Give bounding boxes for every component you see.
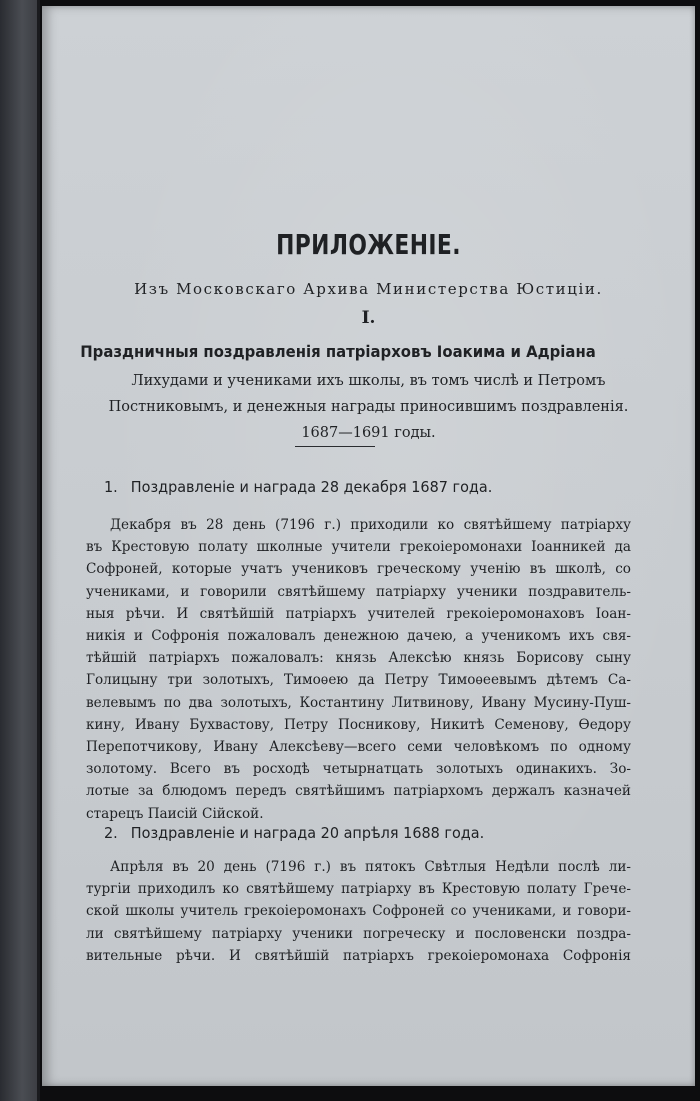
text-line: Декабря въ 28 день (7196 г.) приходили ко святѣйшему патріарху (110, 517, 631, 533)
book-spine-edge (0, 0, 40, 1101)
text-line: тургіи приходилъ ко святѣйшему патріарху въ Крестовую полату Грече- (86, 881, 631, 898)
text-line: учениками, и говорили святѣйшему патріарху ученики поздравитель- (86, 583, 631, 600)
archive-subtitle: Изъ Московскаго Архива Министерства Юстиціи. (134, 280, 603, 298)
section-1-body (86, 514, 631, 825)
text-line: золотому. Всего въ росходѣ четырнатцать золотыхъ одинакихъ. Зо- (86, 761, 631, 778)
text-line: ныя рѣчи. И святѣйшій патріархъ учителей грекоіеромонаховъ Іоан- (86, 605, 631, 622)
text-line: кину, Ивану Бухвастову, Петру Посникову, Никитѣ Семенову, Ѳедору (86, 716, 631, 733)
text-line: Апрѣля въ 20 день (7196 г.) въ пятокъ Свѣтлыя Недѣли послѣ ли- (110, 859, 631, 875)
section-heading-1 (104, 478, 492, 496)
divider-rule (295, 446, 375, 447)
section-title: Поздравленіе и награда 28 декабря 1687 года. (130, 478, 493, 496)
text-line: тѣйшій патріархъ пожаловалъ: князь Алексѣю князь Борисову сыну (86, 650, 631, 667)
text-line: ской школы учитель грекоіеромонахъ Софроней со учениками, и говори- (86, 903, 631, 920)
text-line: Софроней, которые учатъ учениковъ греческому ученію въ школѣ, со (86, 561, 631, 578)
appendix-title: ПРИЛОЖЕНІЕ. (276, 228, 461, 261)
part-number: I. (361, 308, 376, 328)
text-line: вительные рѣчи. И святѣйшій патріархъ грекоіеромонаха Софронія (86, 947, 631, 964)
text-line: старецъ Паисій Сійской. (86, 805, 264, 822)
section-2-body (86, 856, 631, 967)
text-line: въ Крестовую полату школные учители грекоіеромонахи Іоанникей да (86, 539, 631, 556)
section-number: 1. (104, 478, 118, 496)
heading-continuation (42, 368, 695, 446)
heading-line: Постниковымъ, и денежныя награды приносившимъ поздравленія. (108, 399, 629, 415)
section-title: Поздравленіе и награда 20 апрѣля 1688 года. (130, 824, 485, 842)
text-line: Перепотчикову, Ивану Алексѣеву—всего семи человѣкомъ по одному (86, 739, 631, 756)
text-line: ли святѣйшему патріарху ученики погреческу и пословенски поздра- (86, 925, 631, 942)
section-number: 2. (104, 824, 118, 842)
text-line: велевымъ по два золотыхъ, Костантину Литвинову, Ивану Мусину-Пуш- (86, 694, 631, 711)
text-line: лотые за блюдомъ передъ святѣйшимъ патріархомъ держалъ казначей (86, 783, 631, 800)
text-line: Голицыну три золотыхъ, Тимоѳею да Петру Тимоѳеевымъ дѣтемъ Са- (86, 672, 631, 689)
document-page (42, 6, 695, 1086)
text-line: никія и Софронія пожаловалъ денежною дачею, а ученикомъ ихъ свя- (86, 628, 631, 645)
heading-years: 1687—1691 годы. (301, 425, 436, 441)
heading-line: Лихудами и учениками ихъ школы, въ томъ числѣ и Петромъ (131, 373, 606, 389)
section-heading-2 (104, 824, 484, 842)
document-heading: Праздничныя поздравленія патріарховъ Іоакима и Адріана (80, 342, 596, 361)
